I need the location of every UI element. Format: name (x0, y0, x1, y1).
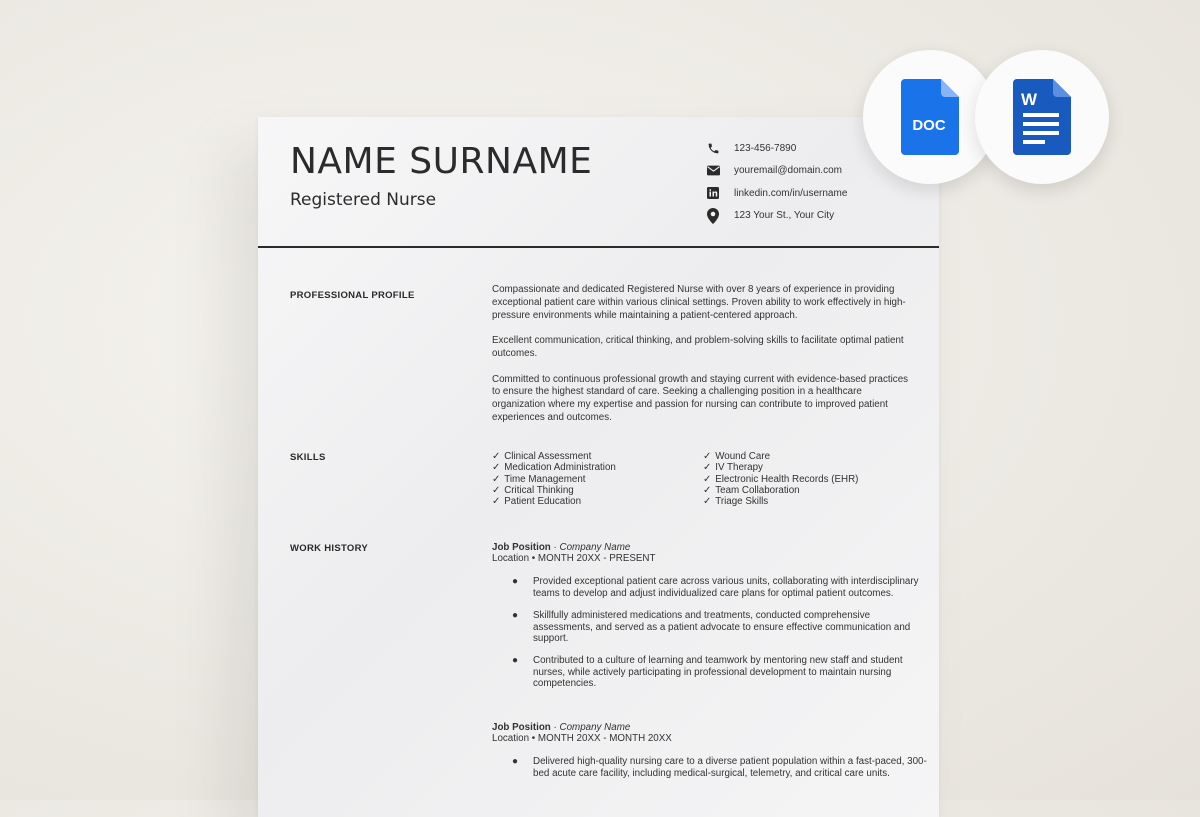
phone-icon (706, 141, 720, 155)
skill-item: ✓ Clinical Assessment (492, 451, 592, 462)
profile-paragraph: Excellent communication, critical thinking, and problem-solving skills to facilitate optimal patient outcomes. (492, 335, 904, 359)
skills-column-left (492, 451, 703, 507)
job-bullet: ● Delivered high-quality nursing care to a diverse patient population within a fast-paced, 300-bed acute care facility, including medical-surgical, telemetry, and critical care units. (512, 756, 927, 779)
skill-item: ✓ Medication Administration (492, 462, 616, 474)
job-location-dates: Location • MONTH 20XX - MONTH 20XX (492, 733, 672, 745)
job-location-dates: Location • MONTH 20XX - PRESENT (492, 553, 656, 565)
linkedin-icon (706, 186, 720, 200)
email-icon (706, 164, 720, 178)
job-company: Company Name (559, 722, 631, 733)
contact-linkedin (706, 182, 936, 205)
check-icon: ✓ (703, 451, 712, 462)
job-bullet: ● Contributed to a culture of learning and teamwork by mentoring new staff and student nurses, while actively participating in professional development to maintain nursing competencies. (512, 655, 903, 689)
skills-column-right (703, 451, 858, 507)
skill-item: ✓ Team Collaboration (703, 484, 800, 496)
job-bullets (492, 576, 932, 689)
job-entry (492, 722, 932, 790)
contact-linkedin-text: linkedin.com/in/username (734, 187, 848, 199)
skill-item: ✓ Time Management (492, 473, 586, 485)
check-icon: ✓ (703, 496, 712, 508)
check-icon: ✓ (492, 462, 501, 474)
check-icon: ✓ (492, 473, 501, 485)
section-title-profile: PROFESSIONAL PROFILE (290, 290, 415, 301)
location-icon (706, 209, 720, 223)
contact-email-text: youremail@domain.com (734, 165, 842, 177)
word-letter: W (1020, 90, 1038, 109)
word-format-badge (975, 50, 1109, 184)
skill-item: ✓ Triage Skills (703, 496, 769, 508)
resume-name: NAME SURNAME (290, 141, 593, 182)
profile-text (492, 284, 912, 438)
word-icon (1013, 79, 1071, 155)
contact-location-text: 123 Your St., Your City (734, 210, 835, 222)
contact-location (706, 205, 936, 228)
skills-list (492, 451, 912, 507)
job-bullet: ● Skillfully administered medications and treatments, conducted comprehensive assessments, and served as a patient advocate to ensure effective communication and support. (512, 610, 911, 644)
job-company: Company Name (559, 542, 631, 553)
check-icon: ✓ (703, 462, 712, 474)
job-bullet: ● Provided exceptional patient care across various units, collaborating with interdisciplinary teams to develop and adjust individualized care plans for optimal patient outcomes. (512, 576, 919, 599)
section-title-work: WORK HISTORY (290, 543, 369, 554)
section-title-skills: SKILLS (290, 452, 326, 463)
job-header: Job Position · Company Name (492, 542, 631, 553)
check-icon: ✓ (492, 496, 501, 508)
job-position: Job Position (492, 542, 551, 553)
job-entry (492, 542, 932, 701)
resume-role: Registered Nurse (290, 190, 437, 210)
skill-item: ✓ Electronic Health Records (EHR) (703, 473, 859, 485)
contact-phone-text: 123-456-7890 (734, 142, 797, 154)
doc-label: DOC (912, 117, 946, 134)
header-divider (258, 246, 939, 248)
profile-paragraph: Committed to continuous professional growth and staying current with evidence-based practices to ensure the highest standard of care. Seeking a challenging position in a healthcare organization where my expertise and passion for nursing can contribute to improved patient experiences and outcomes. (492, 373, 909, 423)
check-icon: ✓ (703, 473, 712, 485)
profile-paragraph: Compassionate and dedicated Registered Nurse with over 8 years of experience in providing exceptional patient care within various clinical settings. Proven ability to work effectively in high-pressure environments while maintaining a patient-centered approach. (492, 284, 906, 321)
google-docs-icon (901, 79, 959, 155)
check-icon: ✓ (492, 484, 501, 496)
job-bullets (492, 756, 932, 778)
check-icon: ✓ (703, 484, 712, 496)
skill-item: ✓ Wound Care (703, 451, 771, 462)
skill-item: ✓ Critical Thinking (492, 484, 574, 496)
check-icon: ✓ (492, 451, 501, 462)
skill-item: ✓ IV Therapy (703, 462, 763, 474)
resume-page (258, 117, 939, 817)
job-position: Job Position (492, 722, 551, 733)
job-header: Job Position · Company Name (492, 722, 631, 733)
skill-item: ✓ Patient Education (492, 496, 582, 508)
